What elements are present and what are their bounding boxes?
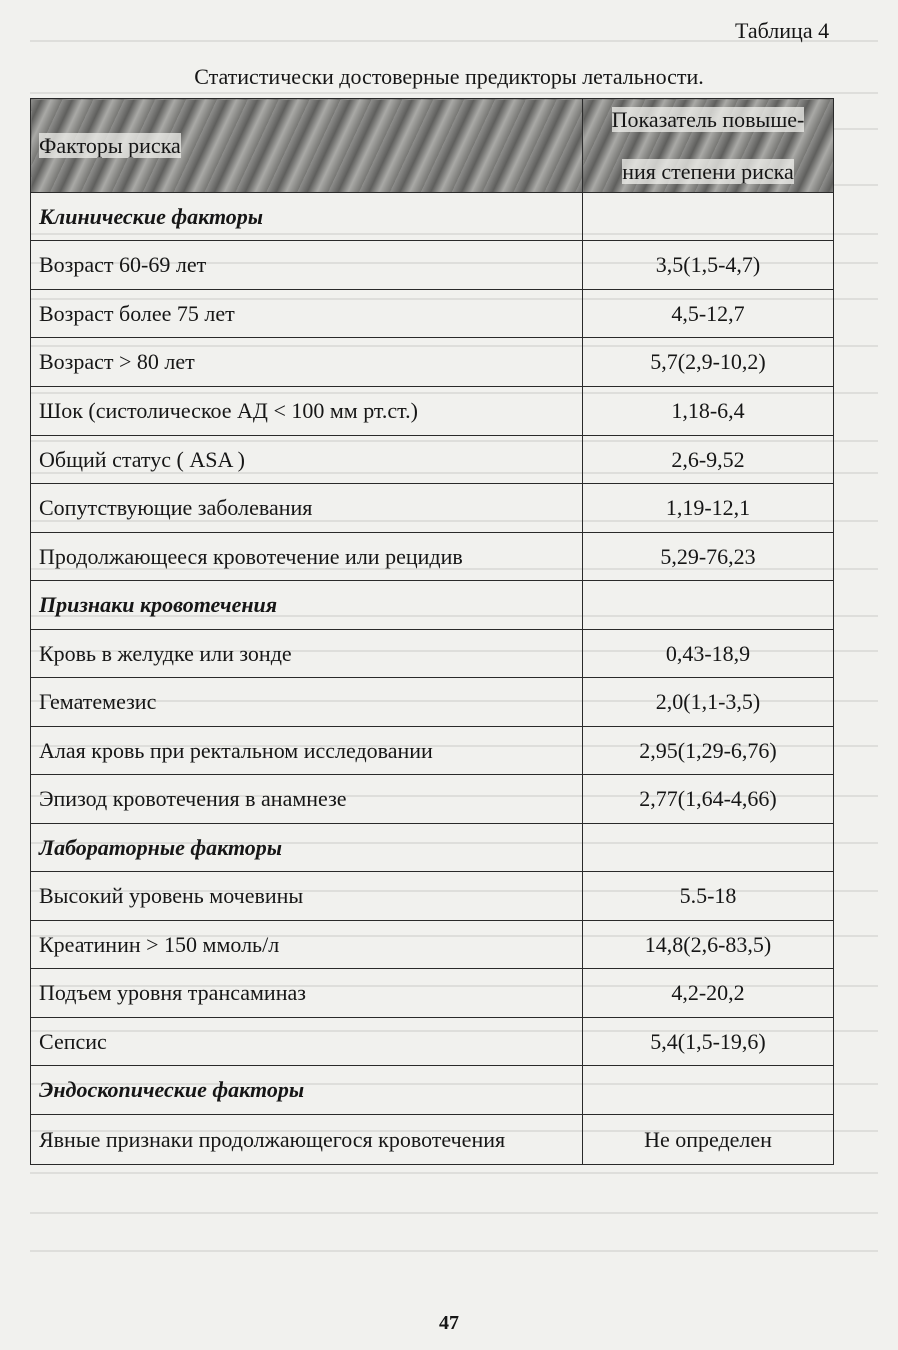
risk-value-cell [583, 824, 834, 872]
risk-value-cell: 1,18-6,4 [583, 387, 834, 436]
risk-value-cell [583, 193, 834, 241]
table-row [31, 630, 834, 678]
factor-cell: Алая кровь при ректальном исследовании [31, 727, 583, 775]
risk-value-cell: 4,5-12,7 [583, 290, 834, 338]
factor-cell: Высокий уровень мочевины [31, 872, 583, 921]
table-number: Таблица 4 [735, 18, 830, 43]
table-row [31, 1018, 834, 1066]
risk-value-cell: 2,6-9,52 [583, 436, 834, 484]
section-row [31, 581, 834, 630]
risk-value-cell: 0,43-18,9 [583, 630, 834, 678]
factor-cell: Креатинин > 150 ммоль/л [31, 921, 583, 969]
header-factor-label: Факторы риска [39, 132, 181, 158]
table-header-row [31, 99, 834, 193]
table-title: Статистически достоверные предикторы летальности. [194, 64, 704, 89]
risk-value-cell: 5,7(2,9-10,2) [583, 338, 834, 387]
header-value-label-line1: Показатель повыше- [611, 106, 805, 132]
table-row [31, 338, 834, 387]
section-row [31, 193, 834, 241]
section-row [31, 824, 834, 872]
table-row [31, 678, 834, 727]
section-heading-cell: Признаки кровотечения [31, 581, 583, 630]
table-row [31, 775, 834, 824]
factor-cell: Кровь в желудке или зонде [31, 630, 583, 678]
risk-value-cell [583, 1066, 834, 1115]
section-row [31, 1066, 834, 1115]
table-row [31, 387, 834, 436]
risk-value-cell: 5,29-76,23 [583, 533, 834, 581]
risk-value-cell: 14,8(2,6-83,5) [583, 921, 834, 969]
factor-cell: Возраст более 75 лет [31, 290, 583, 338]
factor-cell: Сепсис [31, 1018, 583, 1066]
factor-cell: Подъем уровня трансаминаз [31, 969, 583, 1018]
table-row [31, 1115, 834, 1165]
section-heading-cell: Клинические факторы [31, 193, 583, 241]
table-row [31, 241, 834, 290]
factor-cell: Общий статус ( ASA ) [31, 436, 583, 484]
risk-value-cell: 2,0(1,1-3,5) [583, 678, 834, 727]
risk-value-cell: 4,2-20,2 [583, 969, 834, 1018]
section-heading-cell: Эндоскопические факторы [31, 1066, 583, 1115]
table-row [31, 921, 834, 969]
page-number: 47 [439, 1312, 459, 1334]
factor-cell: Продолжающееся кровотечение или рецидив [31, 533, 583, 581]
section-heading-cell: Лабораторные факторы [31, 824, 583, 872]
factor-cell: Шок (систолическое АД < 100 мм рт.ст.) [31, 387, 583, 436]
risk-value-cell: 2,95(1,29-6,76) [583, 727, 834, 775]
risk-value-cell: 3,5(1,5-4,7) [583, 241, 834, 290]
risk-factors-table [30, 98, 834, 1165]
header-value-cell [583, 99, 834, 193]
table-row [31, 872, 834, 921]
factor-cell: Явные признаки продолжающегося кровотечения [31, 1115, 583, 1165]
risk-value-cell: 2,77(1,64-4,66) [583, 775, 834, 824]
table-row [31, 727, 834, 775]
risk-value-cell: 5,4(1,5-19,6) [583, 1018, 834, 1066]
risk-value-cell: 1,19-12,1 [583, 484, 834, 533]
risk-value-cell [583, 581, 834, 630]
risk-value-cell: 5.5-18 [583, 872, 834, 921]
factor-cell: Сопутствующие заболевания [31, 484, 583, 533]
factor-cell: Возраст > 80 лет [31, 338, 583, 387]
table-row [31, 436, 834, 484]
factor-cell: Эпизод кровотечения в анамнезе [31, 775, 583, 824]
factor-cell: Возраст 60-69 лет [31, 241, 583, 290]
table-row [31, 533, 834, 581]
table-row [31, 969, 834, 1018]
factor-cell: Гематемезис [31, 678, 583, 727]
table-row [31, 484, 834, 533]
header-factor-cell [31, 99, 583, 193]
risk-value-cell: Не определен [583, 1115, 834, 1165]
header-value-label-line2: ния степени риска [622, 158, 794, 184]
table-row [31, 290, 834, 338]
